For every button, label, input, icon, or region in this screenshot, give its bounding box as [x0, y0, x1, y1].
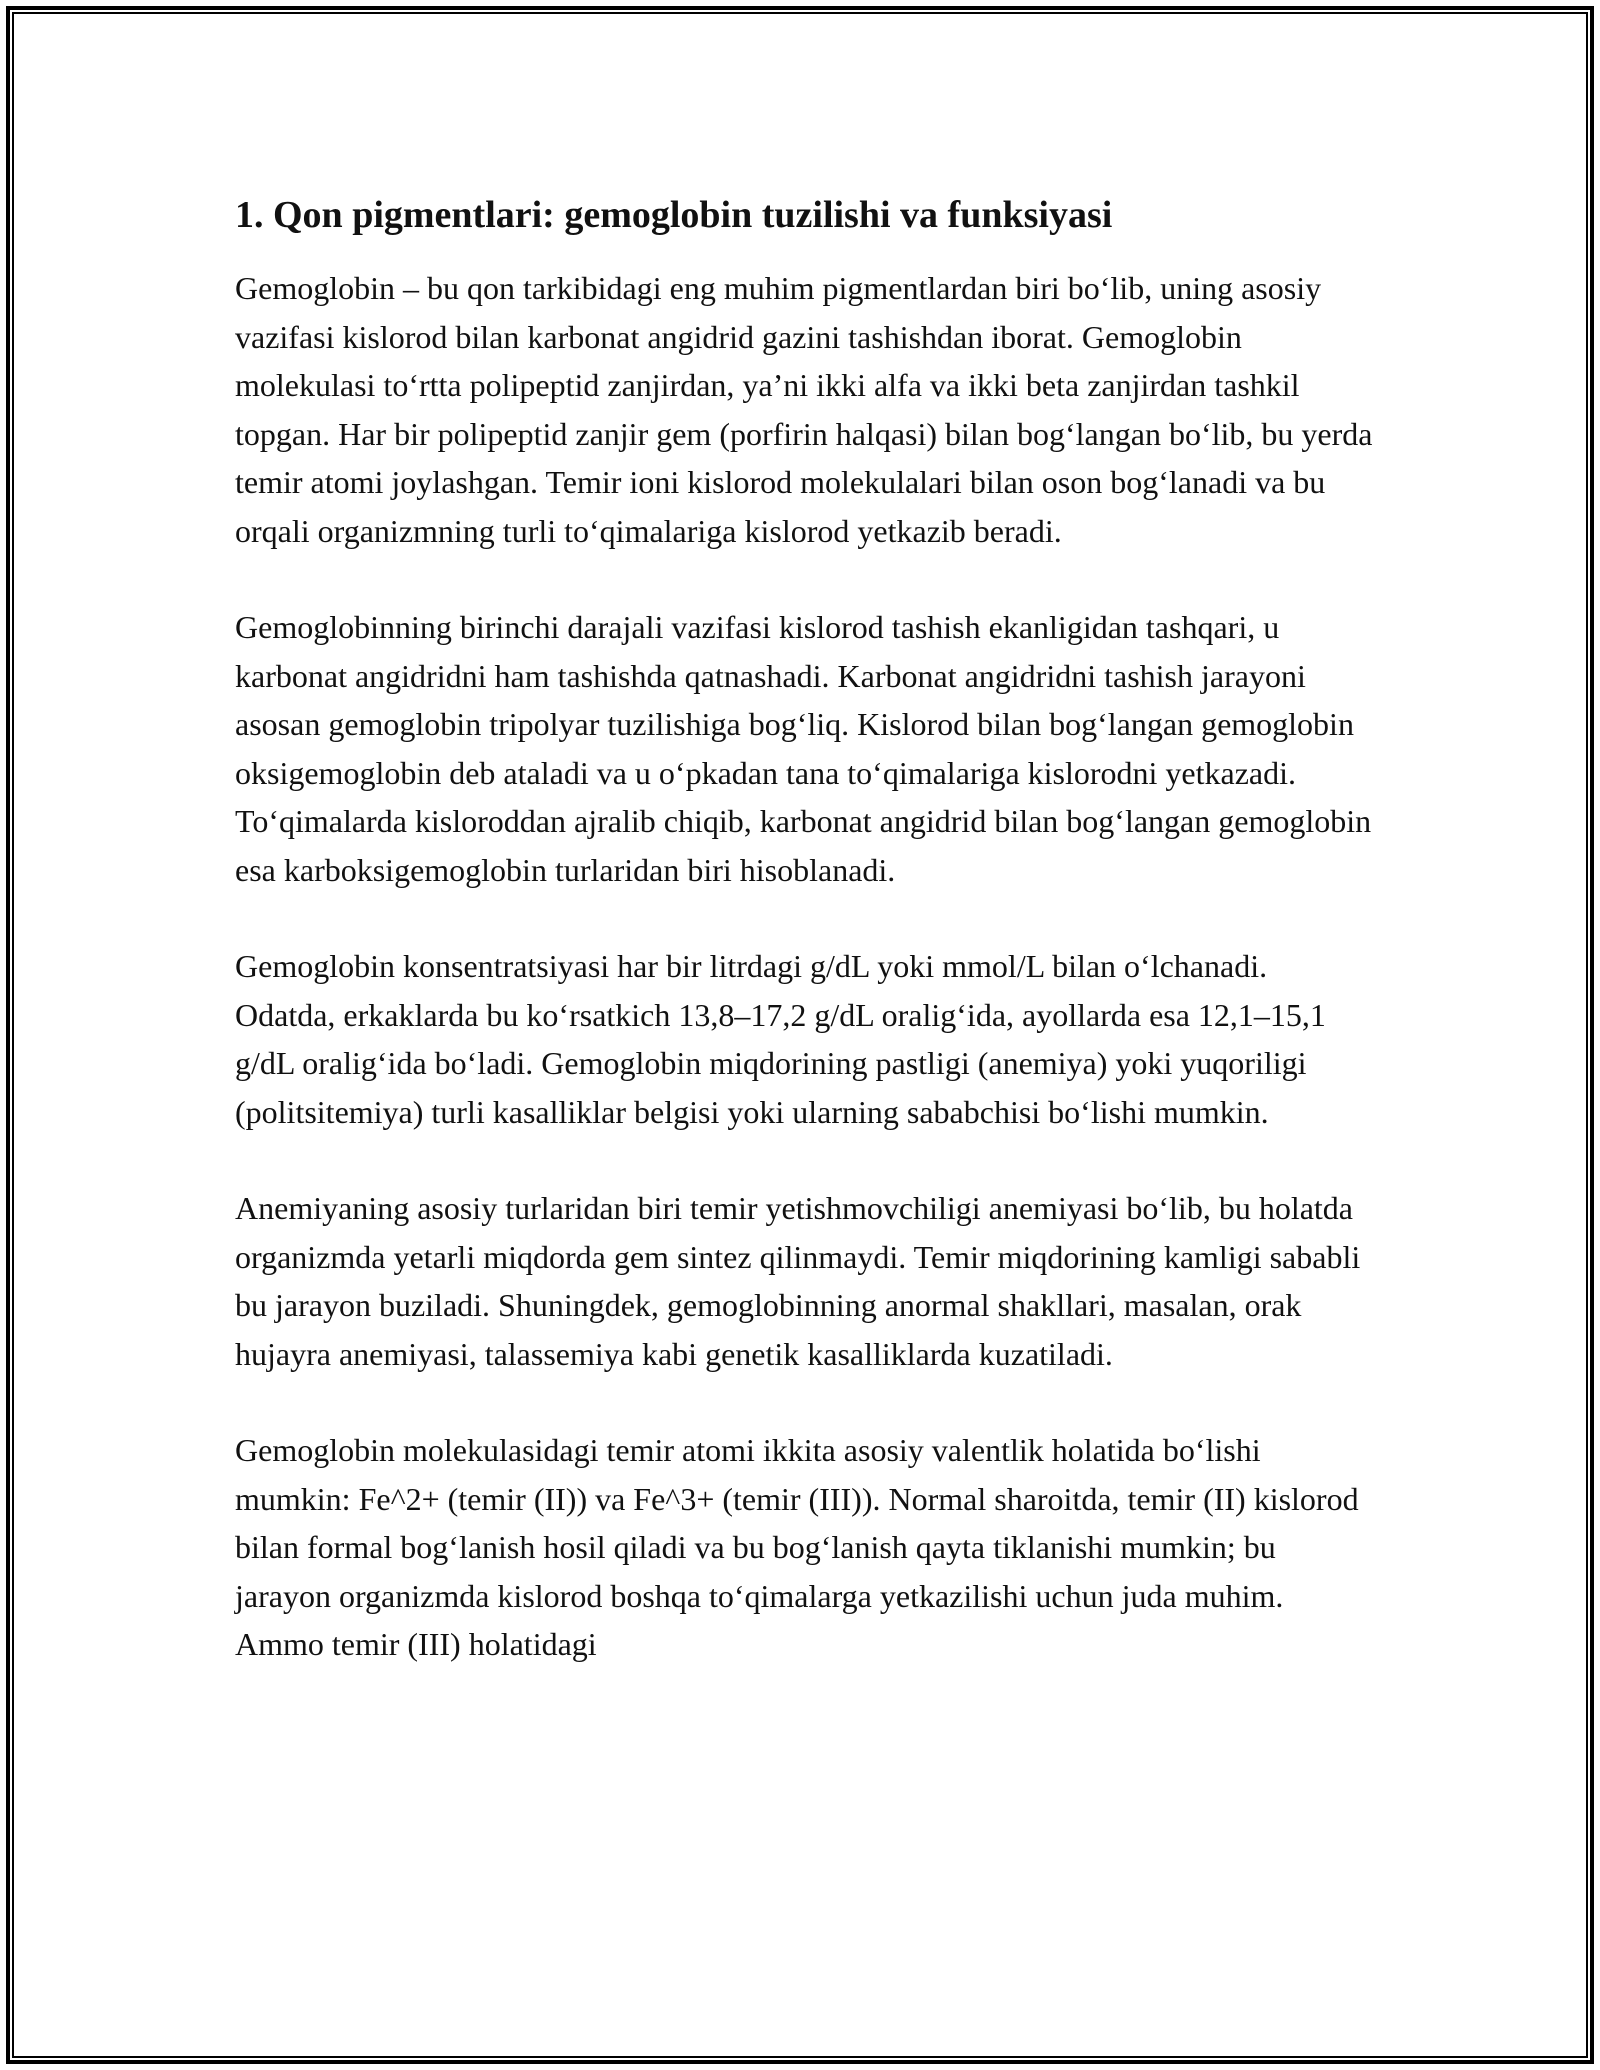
paragraph-hemoglobin-function: Gemoglobinning birinchi darajali vazifasi kislorod tashish ekanligidan tashqari, u karbonat angidridni ham tashishda qatnashadi. Karbonat angidridni tashish jarayoni asosan gemoglobin tripolyar tuzilishiga bog‘liq. Kislorod bilan bog‘langan gemoglobin oksigemoglobin deb ataladi va u o‘pkadan tana to‘qimalariga kislorodni yetkazadi. To‘qimalarda kisloroddan ajralib chiqib, karbonat angidrid bilan bog‘langan gemoglobin esa karboksigemoglobin turlaridan biri hisoblanadi.	[235, 609, 1372, 888]
paragraph-iron-valence: Gemoglobin molekulasidagi temir atomi ikkita asosiy valentlik holatida bo‘lishi mumkin: Fe^2+ (temir (II)) va Fe^3+ (temir (III)). Normal sharoitda, temir (II) kislorod bilan formal bog‘lanish hosil qiladi va bu bog‘lanish qayta tiklanishi mumkin; bu jarayon organizmda kislorod boshqa to‘qimalarga yetkazilishi uchun juda muhim. Ammo temir (III) holatidagi	[235, 1432, 1359, 1662]
paragraph-hemoglobin-structure: Gemoglobin – bu qon tarkibidagi eng muhim pigmentlardan biri bo‘lib, uning asosiy vazifasi kislorod bilan karbonat angidrid gazini tashishdan iborat. Gemoglobin molekulasi to‘rtta polipeptid zanjirdan, ya’ni ikki alfa va ikki beta zanjirdan tashkil topgan. Har bir polipeptid zanjir gem (porfirin halqasi) bilan bog‘langan bo‘lib, bu yerda temir atomi joylashgan. Temir ioni kislorod molekulalari bilan oson bog‘lanadi va bu orqali organizmning turli to‘qimalariga kislorod yetkazib beradi.	[235, 270, 1373, 549]
section-heading: 1. Qon pigmentlari: gemoglobin tuzilishi va funksiyasi	[235, 194, 1113, 236]
document-body	[235, 188, 1375, 1717]
paragraph-hemoglobin-concentration: Gemoglobin konsentratsiyasi har bir litrdagi g/dL yoki mmol/L bilan o‘lchanadi. Odatda, erkaklarda bu ko‘rsatkich 13,8–17,2 g/dL oralig‘ida, ayollarda esa 12,1–15,1 g/dL oralig‘ida bo‘ladi. Gemoglobin miqdorining pastligi (anemiya) yoki yuqoriligi (politsitemiya) turli kasalliklar belgisi yoki ularning sababchisi bo‘lishi mumkin.	[235, 948, 1326, 1130]
paragraph-anemia-types: Anemiyaning asosiy turlaridan biri temir yetishmovchiligi anemiyasi bo‘lib, bu holatda organizmda yetarli miqdorda gem sintez qilinmaydi. Temir miqdorining kamligi sababli bu jarayon buziladi. Shuningdek, gemoglobinning anormal shakllari, masalan, orak hujayra anemiyasi, talassemiya kabi genetik kasalliklarda kuzatiladi.	[235, 1190, 1361, 1372]
